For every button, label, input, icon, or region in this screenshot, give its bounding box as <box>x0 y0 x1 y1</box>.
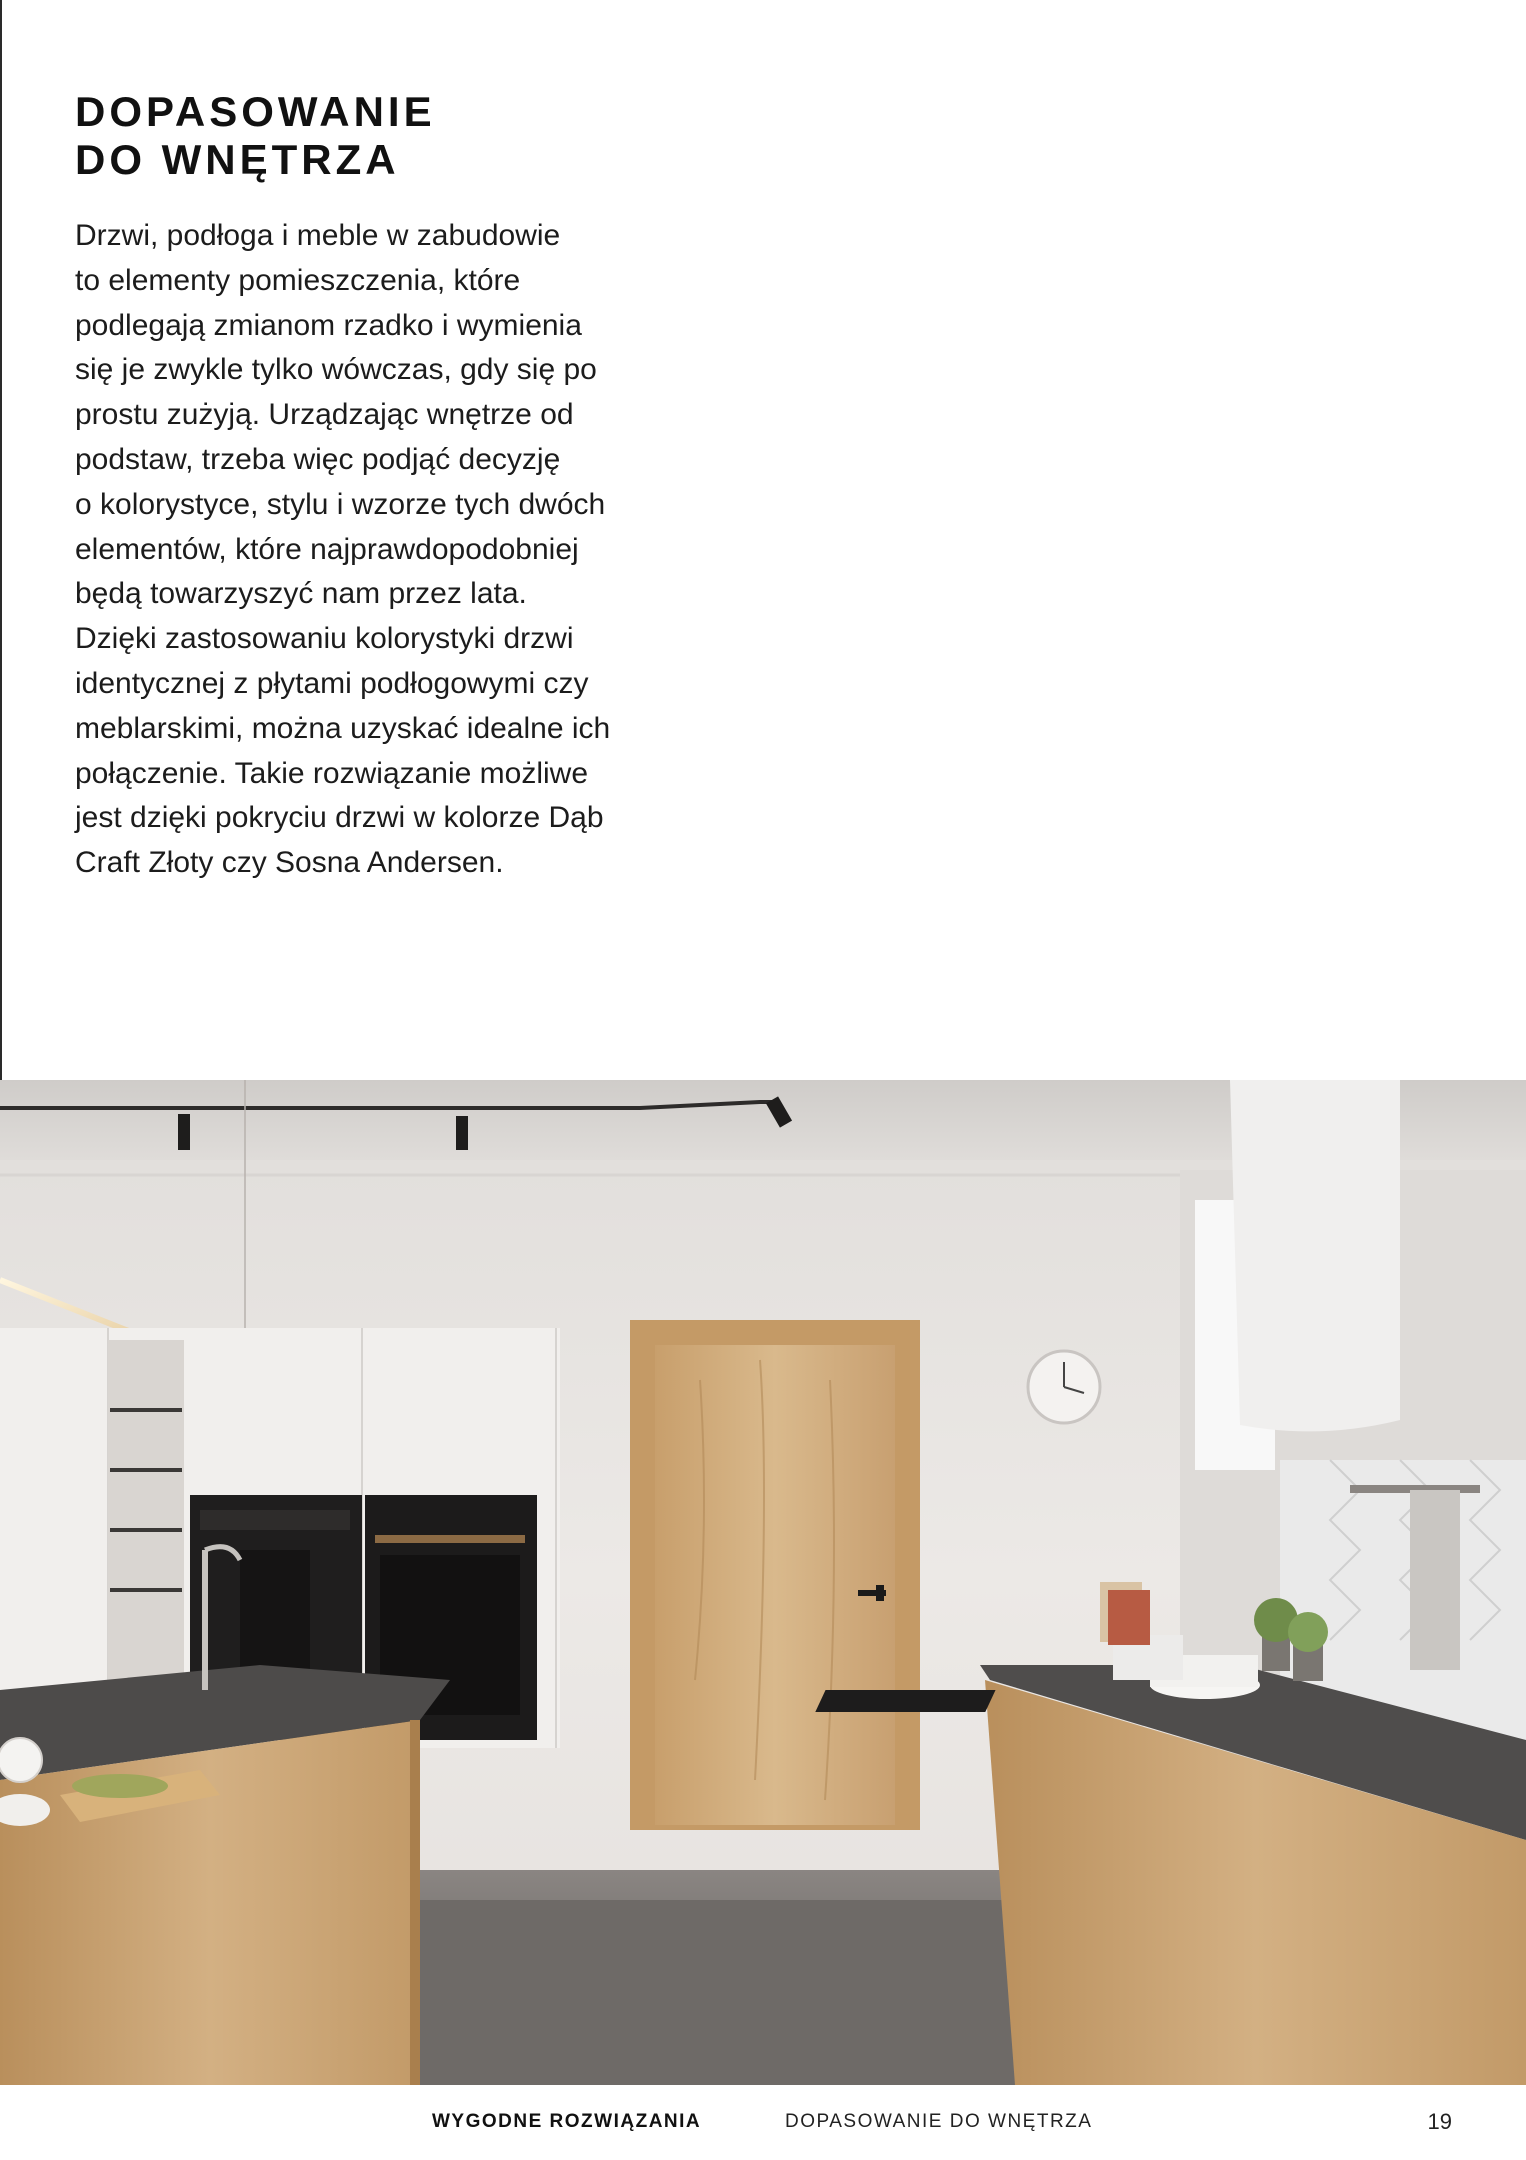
kitchen-photo <box>0 1080 1526 2085</box>
body-line: jest dzięki pokryciu drzwi w kolorze Dąb <box>75 801 604 835</box>
body-line: połączenie. Takie rozwiązanie możliwe <box>75 756 589 790</box>
body-line: będą towarzyszyć nam przez lata. <box>75 577 527 611</box>
body-line: prostu zużyją. Urządzając wnętrze od <box>75 398 574 432</box>
body-line: meblarskimi, można uzyskać idealne ich <box>75 711 611 745</box>
body-line: elementów, które najprawdopodobniej <box>75 532 579 566</box>
body-line: to elementy pomieszczenia, które <box>75 263 521 297</box>
range-hood <box>1230 1080 1400 1431</box>
body-line: identycznej z płytami podłogowymi czy <box>75 666 589 700</box>
left-island-front <box>0 1720 420 2085</box>
body-line: Drzwi, podłoga i meble w zabudowie <box>75 219 561 252</box>
title-line-1: DOPASOWANIE <box>75 88 436 135</box>
footer-brand: WYGODNE ROZWIĄZANIA <box>432 2111 702 2132</box>
left-edge-rule <box>0 0 2 1080</box>
body-line: podstaw, trzeba więc podjąć decyzję <box>75 442 561 476</box>
oak-door <box>655 1345 895 1825</box>
title-line-2: DO WNĘTRZA <box>75 136 400 183</box>
page-footer <box>0 2085 1526 2160</box>
cooktop <box>815 1690 995 1712</box>
body-line: o kolorystyce, stylu i wzorze tych dwóch <box>75 487 606 521</box>
body-line: się je zwykle tylko wówczas, gdy się po <box>75 353 597 387</box>
page-number: 19 <box>1427 2109 1452 2134</box>
body-line: podlegają zmianom rzadko i wymienia <box>75 308 582 342</box>
body-line: Dzięki zastosowaniu kolorystyki drzwi <box>75 622 574 656</box>
body-paragraph <box>75 214 695 886</box>
page-title <box>75 88 436 184</box>
hanging-towel <box>1410 1490 1460 1670</box>
footer-section-title: DOPASOWANIE DO WNĘTRZA <box>785 2111 1093 2132</box>
body-line: Craft Złoty czy Sosna Andersen. <box>75 846 504 880</box>
